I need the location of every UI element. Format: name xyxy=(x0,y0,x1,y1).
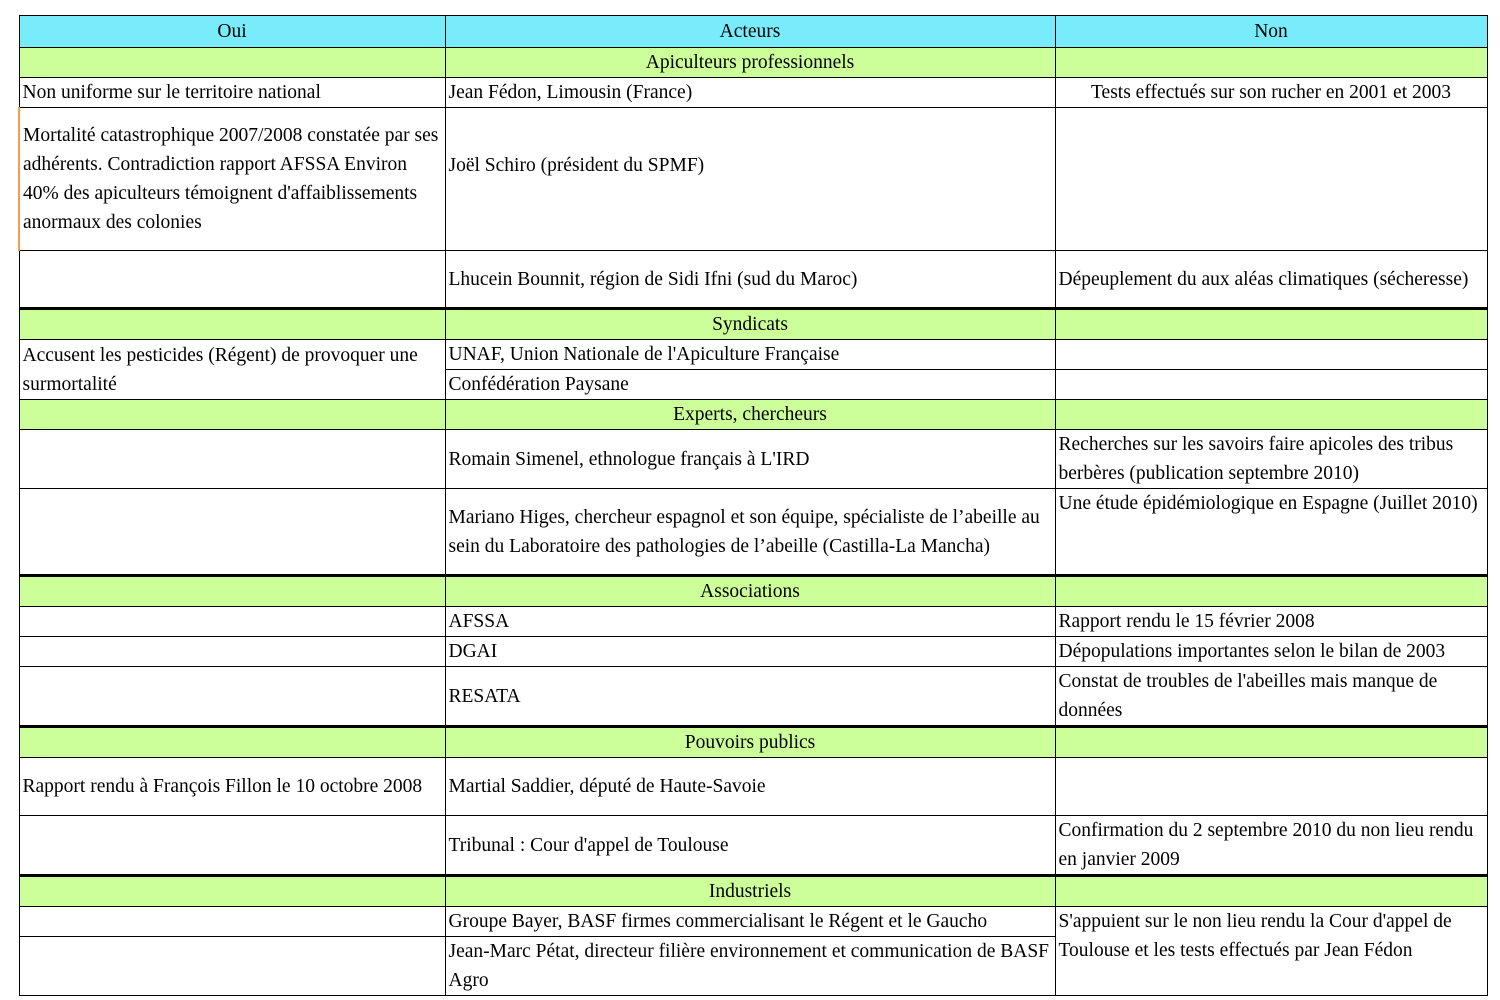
cell-non[interactable]: Confirmation du 2 septembre 2010 du non lieu rendu en janvier 2009 xyxy=(1055,816,1487,876)
table-row xyxy=(19,758,1487,816)
cell-non[interactable] xyxy=(1055,370,1487,400)
section-cell-empty[interactable] xyxy=(1055,400,1487,430)
section-title-experts[interactable]: Experts, chercheurs xyxy=(445,400,1055,430)
table-row xyxy=(19,907,1487,937)
section-row-apiculteurs xyxy=(19,48,1487,78)
section-cell-empty[interactable] xyxy=(1055,309,1487,340)
table-row xyxy=(19,637,1487,667)
cell-acteur[interactable]: Joël Schiro (président du SPMF) xyxy=(445,108,1055,251)
cell-non[interactable]: Recherches sur les savoirs faire apicoles des tribus berbères (publication septembre 2010) xyxy=(1055,430,1487,489)
cell-non[interactable] xyxy=(1055,108,1487,251)
cell-non[interactable]: Dépopulations importantes selon le bilan de 2003 xyxy=(1055,637,1487,667)
cell-acteur[interactable]: Jean-Marc Pétat, directeur filière environnement et communication de BASF Agro xyxy=(445,937,1055,996)
table-row xyxy=(19,78,1487,108)
header-row xyxy=(19,16,1487,48)
cell-oui[interactable]: Non uniforme sur le territoire national xyxy=(19,78,445,108)
table-row xyxy=(19,667,1487,727)
section-title-associations[interactable]: Associations xyxy=(445,576,1055,607)
cell-non[interactable] xyxy=(1055,758,1487,816)
cell-acteur[interactable]: Martial Saddier, député de Haute-Savoie xyxy=(445,758,1055,816)
section-cell-empty[interactable] xyxy=(19,576,445,607)
cell-acteur[interactable]: RESATA xyxy=(445,667,1055,727)
cell-acteur[interactable]: Confédération Paysane xyxy=(445,370,1055,400)
cell-non[interactable]: Une étude épidémiologique en Espagne (Juillet 2010) xyxy=(1055,489,1487,576)
table-row xyxy=(19,108,1487,251)
cell-acteur[interactable]: Tribunal : Cour d'appel de Toulouse xyxy=(445,816,1055,876)
table-row xyxy=(19,251,1487,309)
table-row xyxy=(19,340,1487,370)
section-row-syndicats xyxy=(19,309,1487,340)
section-cell-empty[interactable] xyxy=(19,400,445,430)
actors-table xyxy=(18,15,1488,996)
section-row-pouvoirs xyxy=(19,727,1487,758)
cell-acteur[interactable]: Groupe Bayer, BASF firmes commercialisant le Régent et le Gaucho xyxy=(445,907,1055,937)
cell-oui[interactable] xyxy=(19,489,445,576)
cell-oui[interactable] xyxy=(19,251,445,309)
cell-oui[interactable] xyxy=(19,637,445,667)
cell-acteur[interactable]: DGAI xyxy=(445,637,1055,667)
table-row xyxy=(19,816,1487,876)
section-row-industriels xyxy=(19,876,1487,907)
cell-acteur[interactable]: UNAF, Union Nationale de l'Apiculture Française xyxy=(445,340,1055,370)
table-row xyxy=(19,489,1487,576)
section-cell-empty[interactable] xyxy=(19,309,445,340)
section-cell-empty[interactable] xyxy=(19,727,445,758)
section-cell-empty[interactable] xyxy=(1055,876,1487,907)
cell-oui[interactable]: Mortalité catastrophique 2007/2008 constatée par ses adhérents. Contradiction rapport AFSSA Environ 40% des apiculteurs témoignent d'affaiblissements anormaux des colonies xyxy=(19,108,445,251)
cell-oui[interactable] xyxy=(19,430,445,489)
section-cell-empty[interactable] xyxy=(1055,576,1487,607)
section-title-industriels[interactable]: Industriels xyxy=(445,876,1055,907)
section-row-associations xyxy=(19,576,1487,607)
cell-non[interactable]: Dépeuplement du aux aléas climatiques (sécheresse) xyxy=(1055,251,1487,309)
section-cell-empty[interactable] xyxy=(1055,727,1487,758)
header-oui[interactable]: Oui xyxy=(19,16,445,48)
header-acteurs[interactable]: Acteurs xyxy=(445,16,1055,48)
section-title-syndicats[interactable]: Syndicats xyxy=(445,309,1055,340)
section-cell-empty[interactable] xyxy=(1055,48,1487,78)
cell-non[interactable]: Tests effectués sur son rucher en 2001 et 2003 xyxy=(1055,78,1487,108)
section-cell-empty[interactable] xyxy=(19,876,445,907)
table-row xyxy=(19,430,1487,489)
cell-oui[interactable] xyxy=(19,907,445,937)
cell-acteur[interactable]: Jean Fédon, Limousin (France) xyxy=(445,78,1055,108)
cell-oui[interactable] xyxy=(19,816,445,876)
spreadsheet xyxy=(18,15,1486,990)
cell-non[interactable]: Constat de troubles de l'abeilles mais manque de données xyxy=(1055,667,1487,727)
header-non[interactable]: Non xyxy=(1055,16,1487,48)
cell-oui[interactable] xyxy=(19,937,445,996)
cell-acteur[interactable]: Lhucein Bounnit, région de Sidi Ifni (sud du Maroc) xyxy=(445,251,1055,309)
section-cell-empty[interactable] xyxy=(19,48,445,78)
cell-non[interactable] xyxy=(1055,340,1487,370)
section-row-experts xyxy=(19,400,1487,430)
section-title-apiculteurs[interactable]: Apiculteurs professionnels xyxy=(445,48,1055,78)
section-title-pouvoirs[interactable]: Pouvoirs publics xyxy=(445,727,1055,758)
table-row xyxy=(19,607,1487,637)
cell-acteur[interactable]: AFSSA xyxy=(445,607,1055,637)
cell-acteur[interactable]: Mariano Higes, chercheur espagnol et son équipe, spécialiste de l’abeille au sein du Laboratoire des pathologies de l’abeille (Castilla-La Mancha) xyxy=(445,489,1055,576)
cell-non[interactable]: S'appuient sur le non lieu rendu la Cour d'appel de Toulouse et les tests effectués par Jean Fédon xyxy=(1055,907,1487,996)
cell-oui[interactable]: Rapport rendu à François Fillon le 10 octobre 2008 xyxy=(19,758,445,816)
cell-oui[interactable]: Accusent les pesticides (Régent) de provoquer une surmortalité xyxy=(19,340,445,400)
cell-oui[interactable] xyxy=(19,667,445,727)
cell-non[interactable]: Rapport rendu le 15 février 2008 xyxy=(1055,607,1487,637)
cell-oui[interactable] xyxy=(19,607,445,637)
cell-acteur[interactable]: Romain Simenel, ethnologue français à L'IRD xyxy=(445,430,1055,489)
